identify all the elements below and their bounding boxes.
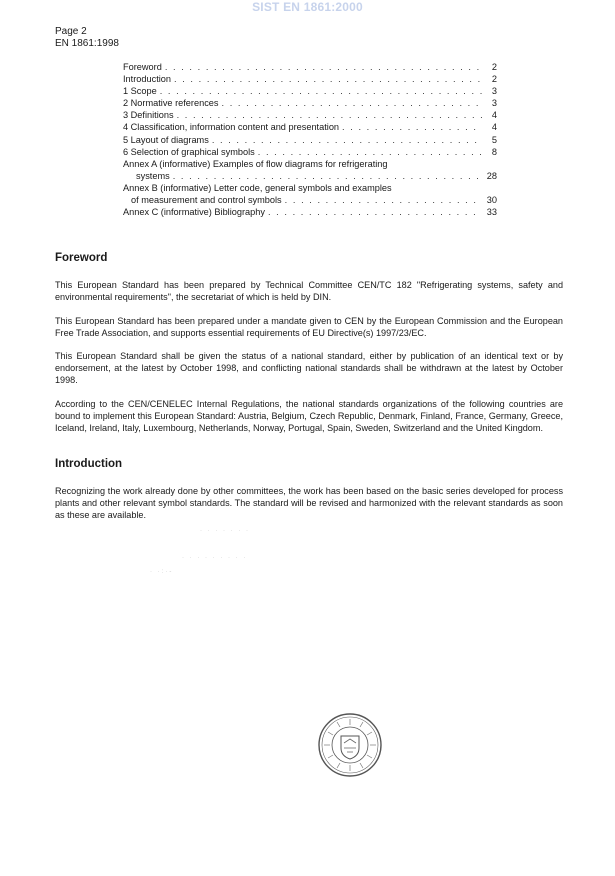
toc-page: 30: [486, 195, 497, 206]
toc-title: 5 Layout of diagrams: [123, 134, 209, 145]
toc-entry[interactable]: [123, 206, 497, 218]
toc-leader: [342, 121, 482, 133]
toc-page: 33: [486, 207, 497, 218]
toc-title-cont: of measurement and control symbols: [131, 195, 282, 206]
toc-entry[interactable]: [123, 85, 497, 97]
scan-speckle: · · · · · · ·: [200, 528, 250, 534]
standard-id: EN 1861:1998: [55, 38, 119, 49]
scan-speckle: · ·:·-: [150, 569, 174, 575]
toc-title: Introduction: [123, 74, 172, 85]
toc-leader: [285, 194, 482, 206]
toc-title: 3 Definitions: [123, 110, 174, 121]
toc-leader: [165, 61, 482, 73]
foreword-paragraph: According to the CEN/CENELEC Internal Regulations, the national standards organizations of the following countries are bound to implement this European Standard: Austria, Belgium, Czech Republic, Denmark, Finland, France, Germany, Greece, Iceland, Ireland, Italy, Luxembourg, Netherlands, Norway, Portugal, Spain, Sweden, Switzerland and the United Kingdom.: [55, 399, 563, 434]
toc-page: 4: [491, 110, 497, 121]
watermark: SIST EN 1861:2000: [252, 0, 363, 14]
toc-leader: [268, 206, 482, 218]
toc-page: 2: [491, 74, 497, 85]
toc-entry[interactable]: [123, 121, 497, 133]
foreword-heading: Foreword: [55, 252, 108, 264]
toc-leader: [212, 134, 482, 146]
toc-title: 1 Scope: [123, 86, 157, 97]
toc-page: 2: [491, 62, 497, 72]
toc-title: 6 Selection of graphical symbols: [123, 146, 255, 157]
toc-leader: [222, 97, 483, 109]
page-header: [55, 26, 119, 50]
toc-entry[interactable]: [123, 109, 497, 121]
toc-page: 5: [491, 134, 497, 145]
introduction-paragraph: Recognizing the work already done by other committees, the work has been based on the basic series developed for process plants and other relevant symbol standards. The standard will be revised and harmonized with the relevant standards as soon as these are available.: [55, 486, 563, 521]
toc-title-cont: systems: [136, 170, 170, 181]
toc-entry[interactable]: [123, 97, 497, 109]
toc-entry[interactable]: [123, 170, 497, 182]
official-seal-icon: [317, 712, 383, 783]
toc-page: 4: [491, 122, 497, 133]
toc-entry[interactable]: [123, 194, 497, 206]
toc-entry[interactable]: [123, 146, 497, 158]
toc-title: 4 Classification, information content and presentation: [123, 122, 340, 133]
toc-page: 8: [491, 146, 497, 157]
introduction-heading: Introduction: [55, 458, 123, 470]
toc-title: Annex C (informative) Bibliography: [123, 207, 265, 218]
toc-leader: [160, 85, 482, 97]
toc-title[interactable]: Annex A (informative) Examples of flow diagrams for refrigerating: [123, 158, 388, 169]
foreword-paragraph: This European Standard shall be given the status of a national standard, either by publication of an identical text or by endorsement, at the latest by October 1998, and conflicting national standards shall be withdrawn at the latest by October 1998.: [55, 351, 563, 386]
toc-leader: [174, 73, 482, 85]
foreword-paragraph: This European Standard has been prepared by Technical Committee CEN/TC 182 "Refrigerating systems, safety and environmental requirements", the secretariat of which is held by DIN.: [55, 280, 563, 303]
foreword-paragraph: This European Standard has been prepared under a mandate given to CEN by the European Commission and the European Free Trade Association, and supports essential requirements of EU Directive(s) 1997/23/EC.: [55, 316, 563, 339]
scan-speckle: · · · · · · · · ·: [182, 555, 248, 561]
toc-entry[interactable]: [123, 134, 497, 146]
toc-leader: [173, 170, 482, 182]
page-number: Page 2: [55, 26, 87, 37]
toc-leader: [258, 146, 482, 158]
table-of-contents: [123, 61, 497, 218]
toc-leader: [177, 109, 482, 121]
toc-title: 2 Normative references: [123, 98, 219, 109]
toc-entry[interactable]: [123, 61, 497, 73]
toc-entry[interactable]: [123, 73, 497, 85]
toc-title: Foreword: [123, 62, 162, 72]
toc-title[interactable]: Annex B (informative) Letter code, general symbols and examples: [123, 182, 392, 193]
toc-page: 3: [491, 86, 497, 97]
toc-page: 28: [486, 170, 497, 181]
toc-page: 3: [491, 98, 497, 109]
